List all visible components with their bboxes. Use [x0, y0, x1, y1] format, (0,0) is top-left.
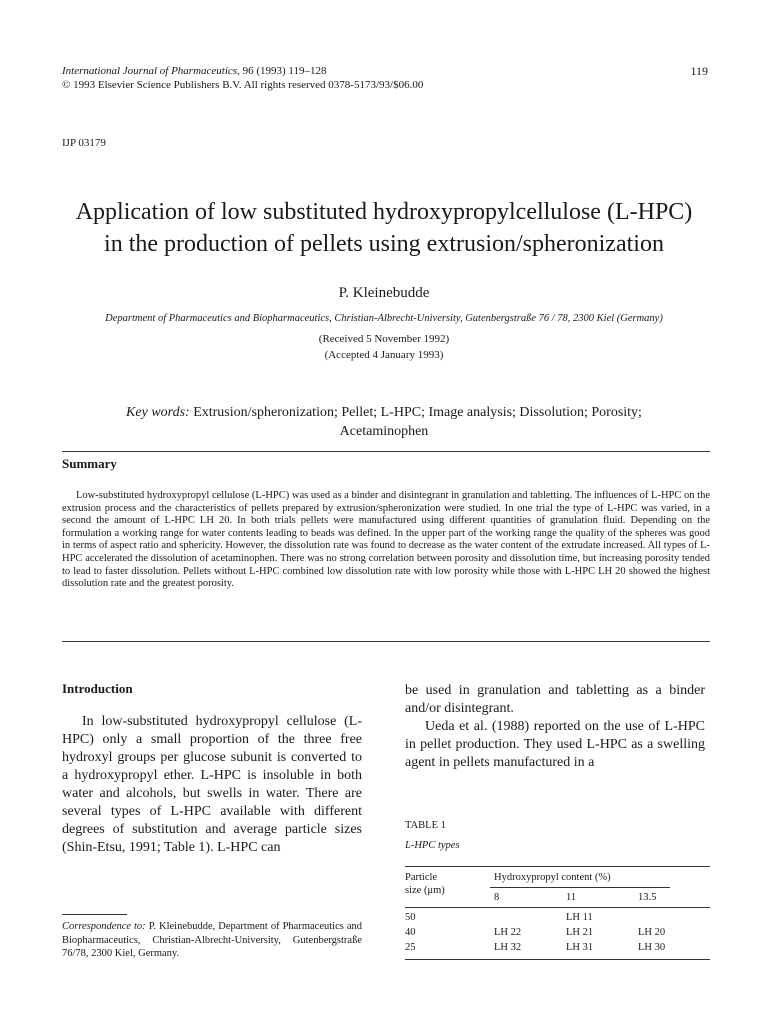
- footnote-rule: [62, 914, 127, 915]
- table-subheader-8: 8: [494, 892, 500, 903]
- table-cell-8: LH 22: [494, 927, 522, 938]
- table-cell-size: 25: [405, 942, 416, 953]
- summary-bottom-rule: [62, 641, 710, 642]
- author-name: P. Kleinebudde: [338, 285, 430, 301]
- title-line-1: Application of low substituted hydroxypropylcellulose (L-HPC): [75, 199, 693, 225]
- table-header-group: Hydroxypropyl content (%): [494, 872, 611, 883]
- table-caption: L-HPC types: [405, 840, 460, 851]
- journal-volume: , 96 (1993) 119–128: [237, 65, 327, 77]
- summary-heading: Summary: [62, 456, 117, 471]
- received-date: (Received 5 November 1992): [318, 333, 450, 345]
- journal-name: International Journal of Pharmaceutics: [62, 65, 238, 77]
- accepted-date: (Accepted 4 January 1993): [324, 349, 444, 361]
- table-header-particle: Particle: [405, 872, 438, 883]
- table-cell-8: LH 32: [494, 942, 522, 953]
- copyright-line: © 1993 Elsevier Science Publishers B.V. All rights reserved 0378-5173/93/$06.00: [62, 79, 424, 91]
- table-group-rule: [490, 887, 670, 888]
- table-cell-13-5: LH 30: [638, 942, 666, 953]
- table-cell-13-5: LH 20: [638, 927, 666, 938]
- title-line-2: in the production of pellets using extrusion/spheronization: [104, 231, 664, 257]
- article-dates: [0, 331, 768, 363]
- keywords: [90, 403, 678, 441]
- correspondence-label: Correspondence to:: [62, 921, 146, 932]
- keywords-list: Extrusion/spheronization; Pellet; L-HPC; Image analysis; Dissolution; Porosity;: [189, 405, 642, 420]
- right-column-paragraph-1: be used in granulation and tabletting as a binder and/or disintegrant.: [405, 683, 705, 716]
- table-label: TABLE 1: [405, 820, 446, 831]
- table-bottom-rule: [405, 959, 710, 960]
- table-cell-11: LH 31: [566, 942, 594, 953]
- table-cell-11: LH 11: [566, 912, 593, 923]
- keywords-list-continued: Acetaminophen: [339, 424, 429, 439]
- correspondence-footnote: [62, 920, 362, 961]
- table-header-rule: [405, 907, 710, 908]
- introduction-paragraph: In low-substituted hydroxypropyl cellulose (L-HPC) only a small proportion of the three free hydroxyl groups per glucose subunit is converted to a hydroxypropyl ether. L-HPC is insoluble in both water and alcohols, but swells in water. There are several types of L-HPC available with different degrees of substitution and average particle sizes (Shin-Etsu, 1991; Table 1). L-HPC can: [62, 714, 362, 855]
- summary-top-rule: [62, 451, 710, 452]
- introduction-heading: Introduction: [62, 681, 133, 696]
- page-number: 119: [690, 64, 708, 78]
- correspondence-text: P. Kleinebudde, Department of Pharmaceutics and Biopharmaceutics, Christian-Albrecht-University, Gutenbergstraße 76/78, 2300 Kiel, Germany.: [62, 921, 362, 959]
- table-subheader-13-5: 13.5: [638, 892, 657, 903]
- table-cell-size: 50: [405, 912, 416, 923]
- table-subheader-11: 11: [566, 892, 577, 903]
- table-top-rule: [405, 866, 710, 867]
- keywords-label: Key words:: [126, 405, 190, 420]
- table-header-size: size (μm): [405, 885, 445, 896]
- article-title: [40, 196, 728, 260]
- table-cell-size: 40: [405, 927, 416, 938]
- right-column-paragraph-2: Ueda et al. (1988) reported on the use of L-HPC in pellet production. They used L-HPC as a swelling agent in pellets manufactured in a: [405, 719, 705, 770]
- journal-citation: [62, 64, 423, 92]
- table-cell-11: LH 21: [566, 927, 594, 938]
- article-id: IJP 03179: [62, 137, 106, 149]
- summary-text: Low-substituted hydroxypropyl cellulose (L-HPC) was used as a binder and disintegrant in granulation and tabletting. The influences of L-HPC on the extrusion process and the characteristics of pellets prepared by extrusion/spheronization were studied. In one trial the type of L-HPC was varied, in a second the amount of L-HPC LH 20. In both trials pellets were manufactured using different quantities of granulation fluid. Depending on the formulation a working range for water contents leading to beads was defined. In the upper part of the working range the quality of the spheres was good in terms of aspect ratio and sphericity. However, the dissolution rate was found to decrease as the water content of the extrudate increased. All types of L-HPC accelerated the dissolution of acetaminophen. There was no strong correlation between porosity and dissolution time, but increasing porosity tended to lead to faster dissolution. Pellets without L-HPC combined low dissolution rate with low porosity while those with L-HPC LH 20 showed the highest dissolution rate and the greatest porosity.: [62, 490, 710, 590]
- author-affiliation: Department of Pharmaceutics and Biopharmaceutics, Christian-Albrecht-University, Gutenbergstraße 76 / 78, 2300 Kiel (Germany): [105, 313, 663, 324]
